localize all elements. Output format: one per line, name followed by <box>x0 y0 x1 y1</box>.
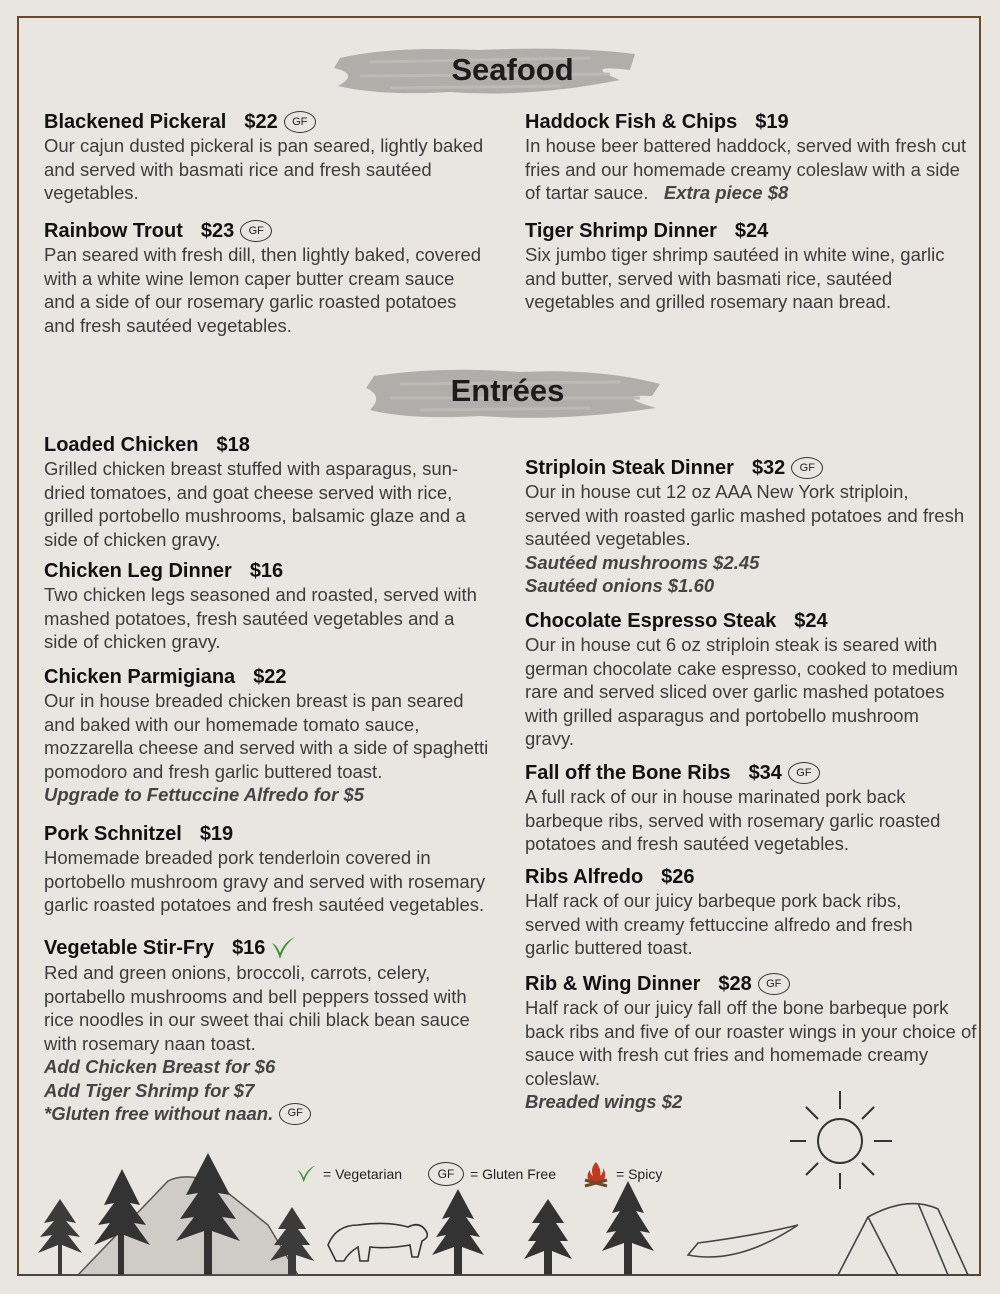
item-extra: Upgrade to Fettuccine Alfredo for $5 <box>44 784 365 805</box>
legend <box>295 1160 688 1188</box>
item-description: Homemade breaded pork tenderloin covered in portobello mushroom gravy and served with rosemary garlic roasted potatoes and fresh sautéed vegetables. <box>44 847 486 915</box>
item-description: Our in house cut 12 oz AAA New York striploin, served with roasted garlic mashed potatoes and fresh sautéed vegetables. <box>525 481 965 549</box>
legend-vegetarian-label: = Vegetarian <box>323 1166 403 1182</box>
item-name: Chicken Leg Dinner <box>44 560 232 582</box>
pine-tree-icon <box>602 1181 654 1275</box>
pine-tree-icon <box>524 1199 572 1275</box>
item-description: Grilled chicken breast stuffed with asparagus, sun-dried tomatoes, and goat cheese served with rice, grilled portobello mushrooms, balsamic glaze and a side of chicken gravy. <box>44 458 466 550</box>
item-price: $28 <box>718 973 752 995</box>
item-name: Haddock Fish & Chips <box>525 111 738 133</box>
gluten-free-icon: GF <box>284 111 316 133</box>
gluten-free-icon: GF <box>240 220 272 242</box>
item-extra: Add Tiger Shrimp for $7 <box>44 1079 255 1101</box>
vegetarian-icon <box>295 1164 317 1184</box>
item-price: $22 <box>253 666 287 688</box>
menu-item-loaded-chicken <box>44 433 489 551</box>
menu-item-chicken-parmigiana <box>44 665 494 807</box>
menu-item-blackened-pickeral <box>44 110 484 205</box>
canoe-icon <box>688 1225 798 1257</box>
item-price: $19 <box>755 111 789 133</box>
item-price: $18 <box>216 434 250 456</box>
menu-item-tiger-shrimp-dinner <box>525 219 980 314</box>
item-name: Blackened Pickeral <box>44 111 227 133</box>
item-name: Rib & Wing Dinner <box>525 973 701 995</box>
item-description: Red and green onions, broccoli, carrots, celery, portabello mushrooms and bell peppers tossed with rice noodles in our sweet thai chili black bean sauce with rosemary naan toast. <box>44 962 470 1054</box>
gluten-free-icon: GF <box>788 762 820 784</box>
item-description: Half rack of our juicy fall off the bone barbeque pork back ribs and five of our roaster wings in your choice of sauce with fresh cut fries and homemade creamy coleslaw. <box>525 997 977 1089</box>
gluten-free-icon: GF <box>758 973 790 995</box>
item-extra: Breaded wings $2 <box>525 1091 683 1112</box>
legend-spicy <box>582 1160 662 1188</box>
item-price: $16 <box>249 560 284 582</box>
legend-vegetarian <box>295 1164 402 1184</box>
legend-gluten-free <box>428 1162 556 1186</box>
item-name: Tiger Shrimp Dinner <box>525 220 717 242</box>
item-name: Rainbow Trout <box>44 220 183 242</box>
item-price: $16 <box>232 937 266 959</box>
item-description: Our in house breaded chicken breast is pan seared and baked with our homemade tomato sauce, mozzarella cheese and served with a side of spaghetti pomodoro and fresh garlic buttered toast. <box>44 690 489 782</box>
item-description: Pan seared with fresh dill, then lightly baked, covered with a white wine lemon caper butter cream sauce and a side of our rosemary garlic roasted potatoes and fresh sautéed vegetables. <box>44 244 482 336</box>
entrees-title: Entrées <box>450 373 565 408</box>
item-description: Our cajun dusted pickeral is pan seared, lightly baked and served with basmati rice and fresh sautéed vegetables. <box>44 135 484 203</box>
item-name: Fall off the Bone Ribs <box>525 762 731 784</box>
item-extra: Add Chicken Breast for $6 <box>44 1056 276 1077</box>
menu-item-ribs-alfredo <box>525 865 950 960</box>
menu-item-chocolate-espresso-steak <box>525 609 970 751</box>
item-description: In house beer battered haddock, served with fresh cut fries and our homemade creamy coleslaw with a side of tartar sauce. <box>525 135 967 203</box>
item-name: Vegetable Stir-Fry <box>44 937 215 959</box>
item-price: $23 <box>200 220 235 242</box>
seafood-title: Seafood <box>451 52 574 87</box>
item-price: $24 <box>794 610 828 632</box>
item-price: $32 <box>751 457 786 479</box>
tent-icon <box>838 1203 968 1275</box>
item-extra: Sautéed onions $1.60 <box>525 575 715 596</box>
gluten-free-icon: GF <box>791 457 823 479</box>
bear-icon <box>328 1223 427 1261</box>
item-price: $19 <box>199 823 234 845</box>
menu-item-fall-off-the-bone-ribs <box>525 761 950 856</box>
vegetarian-icon <box>269 935 297 961</box>
item-description: Six jumbo tiger shrimp sautéed in white wine, garlic and butter, served with basmati rice, sautéed vegetables and grilled rosemary naan bread. <box>525 244 945 312</box>
menu-item-striploin-steak-dinner <box>525 456 965 598</box>
item-price: $34 <box>748 762 782 784</box>
item-description: Our in house cut 6 oz striploin steak is seared with german chocolate cake espresso, cooked to medium rare and served sliced over garlic mashed potatoes with grilled asparagus and portobello mushroom gravy. <box>525 634 958 749</box>
item-price: $26 <box>661 866 695 888</box>
pine-tree-icon <box>432 1189 484 1275</box>
item-price: $24 <box>734 220 769 242</box>
sun-icon <box>790 1091 892 1189</box>
gluten-free-icon: GF <box>279 1103 311 1125</box>
menu-item-chicken-leg-dinner <box>44 559 484 654</box>
item-extra: *Gluten free without naan. <box>44 1103 274 1124</box>
item-description: Half rack of our juicy barbeque pork back ribs, served with creamy fettuccine alfredo and fresh garlic buttered toast. <box>525 890 913 958</box>
campfire-icon <box>582 1160 610 1188</box>
item-name: Striploin Steak Dinner <box>525 457 734 479</box>
item-name: Pork Schnitzel <box>44 823 182 845</box>
pine-tree-icon <box>38 1199 82 1275</box>
item-description: Two chicken legs seasoned and roasted, served with mashed potatoes, fresh sautéed vegetables and a side of chicken gravy. <box>44 584 477 652</box>
legend-gluten-free-label: = Gluten Free <box>470 1166 557 1182</box>
item-name: Chocolate Espresso Steak <box>525 610 777 632</box>
legend-spicy-label: = Spicy <box>616 1166 663 1182</box>
menu-item-pork-schnitzel <box>44 822 514 917</box>
gluten-free-icon: GF <box>428 1162 464 1186</box>
menu-item-haddock-fish-chips <box>525 110 980 205</box>
item-price: $22 <box>244 111 278 133</box>
item-name: Loaded Chicken <box>44 434 199 456</box>
item-description: A full rack of our in house marinated pork back barbeque ribs, served with rosemary garlic roasted potatoes and fresh sautéed vegetables. <box>525 786 941 854</box>
item-extra: Extra piece $8 <box>663 182 789 203</box>
item-name: Chicken Parmigiana <box>44 666 236 688</box>
menu-item-rainbow-trout <box>44 219 489 337</box>
item-name: Ribs Alfredo <box>525 866 644 888</box>
item-extra: Sautéed mushrooms $2.45 <box>525 551 760 573</box>
